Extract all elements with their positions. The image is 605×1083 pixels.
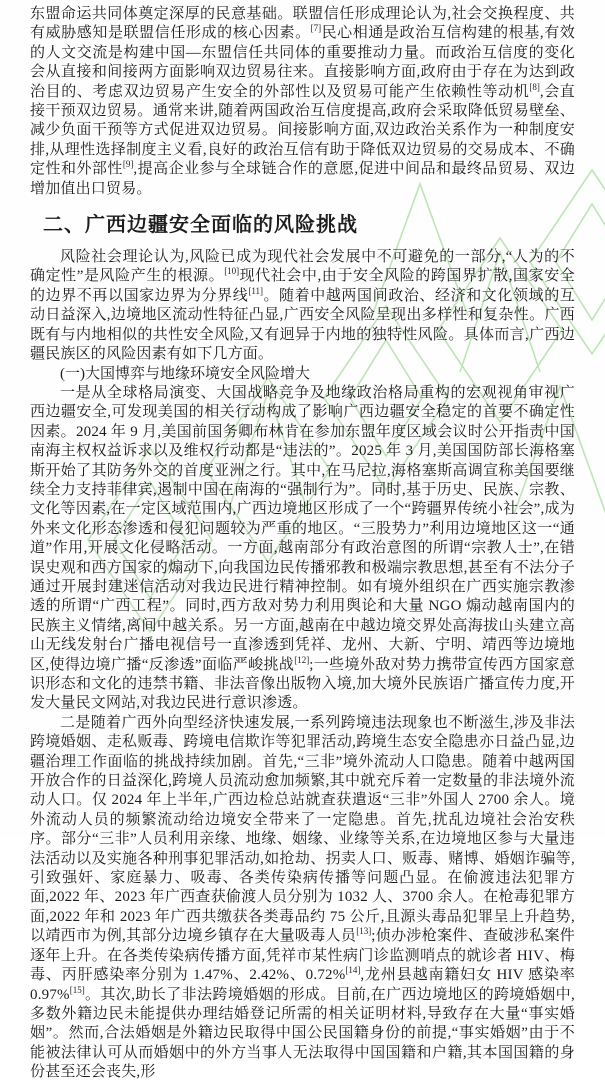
citation-ref: [11] bbox=[248, 285, 264, 296]
citation-ref: [15] bbox=[69, 984, 85, 995]
citation-ref: [9] bbox=[122, 159, 134, 170]
citation-ref: [10] bbox=[224, 266, 240, 277]
paragraph: 东盟命运共同体奠定深厚的民意基础。联盟信任形成理论认为,社会交换程度、共有威胁感知是联盟信任形成的核心因素。[7]民心相通是政治互信构建的根基,有效的人文交流是构建中国—东盟信任共同体的重要推动力量。而政治互信度的变化会从直接和间接两方面影响双边贸易往来。直接影响方面,政府由于存在为达到政治目的、考虑双边贸易产生安全的外部性以及贸易可能产生依赖性等动机[8],会直接干预双边贸易。通常来讲,随着两国政治互信度提高,政府会采取降低贸易壁垒、减少负面干预等方式促进双边贸易。间接影响方面,双边政治关系作为一种制度安排,从理性选择制度主义看,良好的政治互信有助于降低双边贸易的交易成本、不确定性和外部性[9],提高企业参与全球链合作的意愿,促进中间品和最终品贸易、双边增加值出口贸易。 bbox=[30, 6, 576, 197]
paragraph: 风险社会理论认为,风险已成为现代社会发展中不可避免的一部分,“人为的不确定性”是风险产生的根源。[10]现代社会中,由于安全风险的跨国界扩散,国家安全的边界不再以国家边界为分界线[11]。随着中越两国间政治、经济和文化领域的互动日益深入,边境地区流动性特征凸显,广西安全风险呈现出多样性和复杂性。广西既有与内地相似的共性安全风险,又有迥异于内地的独特性风险。具体而言,广西边疆民族区的风险因素有如下几方面。 bbox=[30, 249, 575, 363]
citation-ref: [14] bbox=[345, 965, 361, 976]
citation-ref: [12] bbox=[294, 654, 310, 665]
subsection-heading: (一)大国博弈与地缘环境安全风险增大 bbox=[60, 365, 310, 382]
paragraph: 一是从全球格局演变、大国战略竞争及地缘政治格局重构的宏观视角审视广西边疆安全,可发现美国的相关行动构成了影响广西边疆安全稳定的首要不确定性因素。2024 年 9 月,美国前国务卿布林肯在参加东盟年度区域会议时公开指责中国南海主权权益诉求以及维权行动都是“违法的”。2025 年 3 月,美国国防部长海格塞斯开始了其防务外交的首度亚洲之行。其中,在马尼拉,海格塞斯高调宣称美国要继续全力支持菲律宾,遏制中国在南海的“强制行为”。同时,基于历史、民族、宗教、文化等因素,在一定区域范围内,广西边境地区形成了一个“跨疆界传统小社会”,成为外来文化形态渗透和侵犯问题较为严重的地区。“三股势力”利用边境地区这一“通道”作用,开展文化侵略活动。一方面,越南部分有政治意图的所谓“宗教人士”,在错误史观和西方国家的煽动下,向我国边民传播邪教和极端宗教思想,甚至有不法分子通过开展封建迷信活动对我边民进行精神控制。如有境外组织在广西实施宗教渗透的所谓“广西工程”。同时,西方敌对势力利用舆论和大量 NGO 煽动越南国内的民族主义情绪,离间中越关系。另一方面,越南在中越边境交界处高海拔山头建立高山无线发射台广播电视信号一直渗透到凭祥、龙州、大新、宁明、靖西等边境地区,使得边境广播“反渗透”面临严峻挑战[12];一些境外敌对势力携带宣传西方国家意识形态和文化的违禁书籍、非法音像出版物入境,加大境外民族语广播宣传力度,开发大量民文网站,对我边民进行意识渗透。 bbox=[30, 384, 575, 712]
paragraph: 二是随着广西外向型经济快速发展,一系列跨境违法现象也不断滋生,涉及非法跨境婚姻、走私贩毒、跨境电信欺诈等犯罪活动,跨境生态安全隐患亦日益凸显,边疆治理工作面临的挑战持续加剧。首先,“三非”境外流动人口隐患。随着中越两国开放合作的日益深化,跨境人员流动愈加频繁,其中就充斥着一定数量的非法境外流动人口。仅 2024 年上半年,广西边检总站就查获遣返“三非”外国人 2700 余人。境外流动人员的频繁流动给边境安全带来了一定隐患。首先,扰乱边境社会治安秩序。部分“三非”人员利用亲缘、地缘、姻缘、业缘等关系,在边境地区参与大量违法活动以及实施各种刑事犯罪活动,如抢劫、拐卖人口、贩毒、赌博、婚姻诈骗等,引致强奸、家庭暴力、吸毒、各类传染病传播等问题凸显。在偷渡违法犯罪方面,2022 年、2023 年广西查获偷渡人员分别为 1032 人、3700 余人。在枪毒犯罪方面,2022 年和 2023 年广西共缴获各类毒品约 75 公斤,且源头毒品犯罪呈上升趋势,以靖西市为例,其部分边境乡镇存在大量吸毒人员[13];侦办涉枪案件、查破涉私案件逐年上升。在各类传染病传播方面,凭祥市某性病门诊监测哨点的就诊者 HIV、梅毒、丙肝感染率分别为 1.47%、2.42%、0.72%[14],龙州县越南籍妇女 HIV 感染率 0.97%[15]。其次,助长了非法跨境婚姻的形成。目前,在广西边境地区的跨境婚姻中,多数外籍边民未能提供办理结婚登记所需的相关证明材料,导致存在大量“事实婚姻”。然而,合法婚姻是外籍边民取得中国公民国籍身份的前提,“事实婚姻”由于不能被法律认可从而婚姻中的外方当事人无法取得中国国籍和户籍,其本国国籍的身份甚至还会丧失,形 bbox=[30, 714, 575, 1081]
citation-ref: [8] bbox=[529, 81, 540, 92]
citation-ref: [13] bbox=[356, 926, 372, 937]
citation-ref: [7] bbox=[310, 23, 322, 34]
section-heading: 二、广西边疆安全面临的风险挑战 bbox=[43, 214, 358, 237]
